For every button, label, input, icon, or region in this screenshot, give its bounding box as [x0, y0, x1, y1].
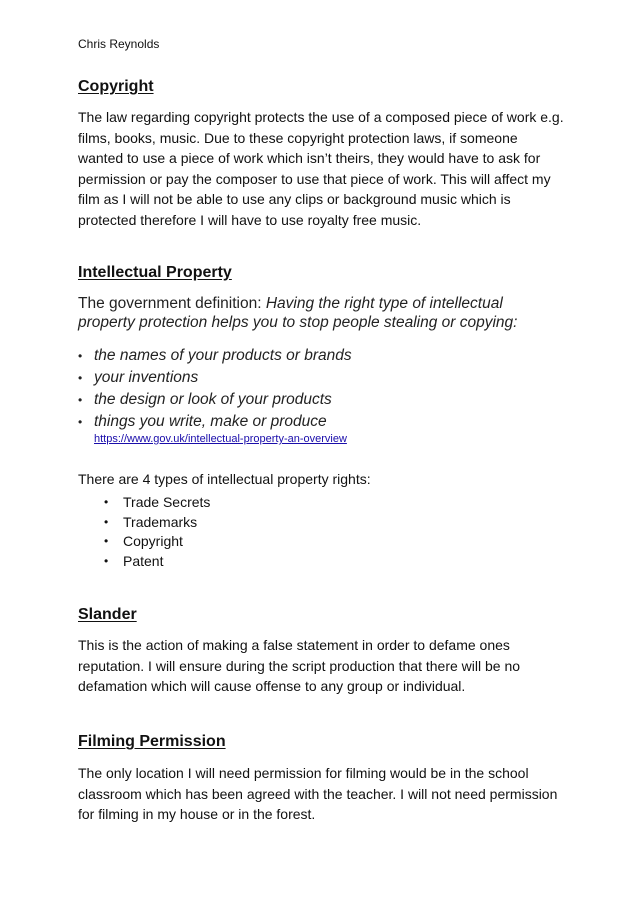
bullet-icon: •	[104, 495, 109, 509]
bullet-icon: •	[104, 534, 109, 548]
list-item-text: things you write, make or produce	[94, 413, 327, 430]
ip-definition-quote-part1: Having the right type of intellectual	[265, 295, 503, 312]
copyright-heading: Copyright	[78, 78, 154, 95]
copyright-line: film as I will not be able to use any clips or background music which is	[78, 191, 511, 208]
ip-definition-line	[78, 294, 517, 313]
list-item	[78, 345, 352, 367]
filming-permission-line: for filming in my house or in the forest.	[78, 806, 316, 823]
list-item-text: Trademarks	[123, 513, 198, 530]
list-item-text: your inventions	[94, 369, 199, 386]
copyright-line: wanted to use a piece of work which isn’t theirs, they would have to ask for	[78, 150, 541, 167]
list-item	[104, 532, 210, 552]
copyright-line: permission or pay the composer to use that piece of work. This will affect my	[78, 170, 551, 187]
filming-permission-paragraph	[78, 763, 568, 825]
ip-definition	[78, 294, 517, 332]
bullet-icon: •	[78, 371, 83, 385]
slander-line: This is the action of making a false statement in order to defame ones	[78, 637, 510, 653]
bullet-icon: •	[78, 349, 83, 363]
list-item-text: Trade Secrets	[123, 494, 211, 510]
slander-line: reputation. I will ensure during the script production that there will be no	[78, 657, 521, 674]
copyright-line: The law regarding copyright protects the use of a composed piece of work e.g.	[78, 109, 564, 125]
filming-permission-line: The only location I will need permission for filming would be in the school	[78, 765, 529, 781]
ip-rights-intro: There are 4 types of intellectual property rights:	[78, 471, 371, 487]
list-item	[104, 552, 210, 572]
slander-line: defamation which will cause offense to any group or individual.	[78, 678, 466, 695]
header-author: Chris Reynolds	[78, 37, 160, 51]
ip-definition-prefix: The government definition:	[78, 295, 266, 312]
list-item	[78, 389, 352, 411]
copyright-line: films, books, music. Due to these copyright protection laws, if someone	[78, 129, 518, 146]
list-item-text: Patent	[123, 552, 164, 569]
filming-permission-heading: Filming Permission	[78, 733, 226, 750]
list-item	[78, 411, 352, 433]
list-item-text: the names of your products or brands	[94, 347, 352, 364]
list-item	[104, 493, 210, 513]
bullet-icon: •	[78, 393, 83, 407]
ip-definition-quote-part2: property protection helps you to stop people stealing or copying:	[78, 314, 518, 331]
slander-paragraph	[78, 635, 568, 697]
ip-rights-list	[104, 493, 210, 571]
list-item	[104, 513, 210, 533]
intellectual-property-heading: Intellectual Property	[78, 264, 232, 281]
gov-uk-source-link[interactable]: https://www.gov.uk/intellectual-property-an-overview	[94, 433, 347, 445]
copyright-line: protected therefore I will have to use royalty free music.	[78, 211, 422, 228]
bullet-icon: •	[104, 553, 109, 568]
bullet-icon: •	[104, 514, 109, 529]
copyright-paragraph	[78, 107, 568, 231]
list-item	[78, 367, 352, 389]
bullet-icon: •	[78, 415, 83, 429]
filming-permission-line: classroom which has been agreed with the teacher. I will not need permission	[78, 785, 558, 802]
ip-protection-list	[78, 345, 352, 433]
slander-heading: Slander	[78, 606, 137, 623]
list-item-text: Copyright	[123, 533, 183, 549]
list-item-text: the design or look of your products	[94, 391, 332, 408]
